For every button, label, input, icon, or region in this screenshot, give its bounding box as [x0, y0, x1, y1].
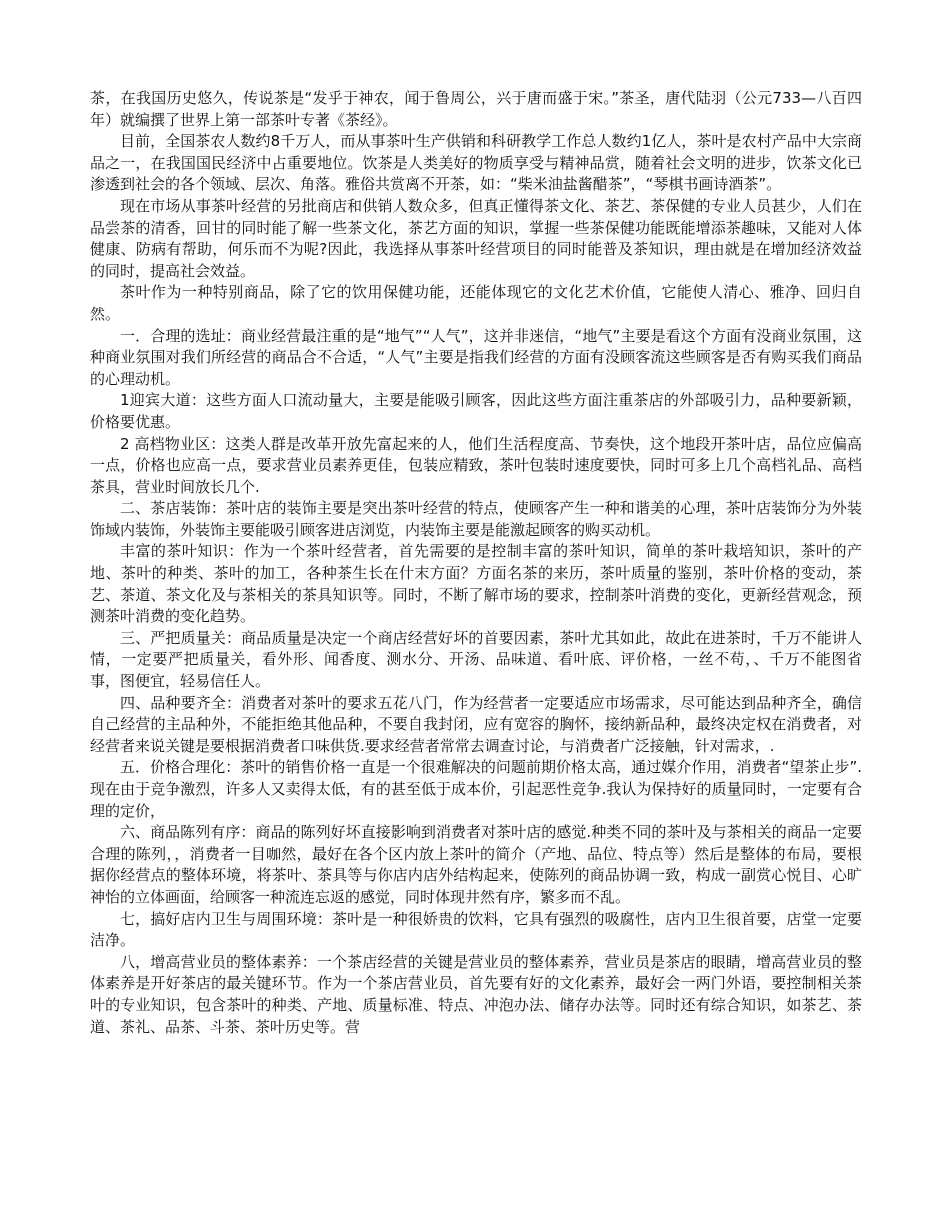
paragraph-premium-area: 2 高档物业区：这类人群是改革开放先富起来的人，他们生活程度高、节奏快，这个地段开茶叶店，品位应偏高一点，价格也应高一点，要求营业员素养更佳，包装应精致，茶叶包装时速度要快，同时可多上几个高档礼品、高档茶具，营业时间放长几个. — [90, 434, 862, 496]
paragraph-quality-control: 三、严把质量关：商品质量是决定一个商店经营好坏的首要因素，茶叶尤其如此，故此在进茶时，千万不能讲人情，一定要严把质量关，看外形、闻香度、测水分、开汤、品味道、看叶底、评价格，一丝不苟，、千万不能图省事，图便宜，轻易信任人。 — [90, 628, 862, 691]
paragraph-display: 六、商品陈列有序：商品的陈列好坏直接影响到消费者对茶叶店的感觉.种类不同的茶叶及与茶相关的商品一定要合理的陈列，，消费者一目咖然，最好在各个区内放上茶叶的简介（产地、品位、特点等）然后是整体的布局，要根据你经营点的整体环境，将茶叶、茶具等与你店内店外结构起来，使陈列的商品协调一致，构成一副赏心悦目、心旷神怡的立体画面，给顾客一种流连忘返的感觉，同时体现井然有序，繁多而不乱。 — [90, 823, 862, 906]
paragraph-intro: 茶，在我国历史悠久，传说茶是“发乎于神农，闻于鲁周公，兴于唐而盛于宋。”茶圣，唐代陆羽（公元733—八百四年）就编撰了世界上第一部茶叶专著《茶经》。 — [90, 89, 862, 129]
paragraph-shop-decoration: 二、茶店装饰：茶叶店的装饰主要是突出茶叶经营的特点，使顾客产生一种和谐美的心理，茶叶店装饰分为外装饰域内装饰，外装饰主要能吸引顾客进店浏览，内装饰主要是能激起顾客的购买动机。 — [90, 499, 862, 539]
paragraph-hygiene: 七，搞好店内卫生与周围环境：茶叶是一种很娇贵的饮料，它具有强烈的吸腐性，店内卫生很首要，店堂一定要洁净。 — [90, 909, 862, 950]
paragraph-market-situation: 现在市场从事茶叶经营的另批商店和供销人数众多，但真正懂得茶文化、茶艺、茶保健的专业人员甚少，人们在品尝茶的清香，回甘的同时能了解一些茶文化，茶艺方面的知识，掌握一些茶保健功能既能增添茶趣味，又能对人体健康、防病有帮助，何乐而不为呢?因此，我选择从事茶叶经营项目的同时能普及茶知识，理由就是在增加经济效益的同时，提高社会效益。 — [90, 196, 862, 280]
paragraph-tea-knowledge: 丰富的茶叶知识：作为一个茶叶经营者，首先需要的是控制丰富的茶叶知识，简单的茶叶栽培知识，茶叶的产地、茶叶的种类、茶叶的加工，各种茶生长在什末方面？方面名茶的来历，茶叶质量的鉴别，茶叶价格的变动，茶艺、茶道、茶文化及与茶相关的茶具知识等。同时，不断了解市场的要求，控制茶叶消费的变化，更新经营观念，预测茶叶消费的变化趋势。 — [90, 542, 862, 626]
paragraph-pricing: 五．价格合理化：茶叶的销售价格一直是一个很难解决的问题前期价格太高，通过媒介作用，消费者“望茶止步”.现在由于竞争激烈，许多人又卖得太低，有的甚至低于成本价，引起恶性竞争.我认为保持好的质量同时，一定要有合理的定价， — [90, 758, 862, 820]
paragraph-product-variety: 四、品种要齐全：消费者对茶叶的要求五花八门，作为经营者一定要适应市场需求，尽可能达到品种齐全，确信自己经营的主品种外，不能拒绝其他品种，不要自我封闭，应有宽容的胸怀，接纳新品种，最终决定权在消费者，对经营者来说关键是要根据消费者口味供货.要求经营者常常去调查讨论，与消费者广泛接触，针对需求，. — [90, 693, 862, 755]
paragraph-main-road: 1迎宾大道：这些方面人口流动量大，主要是能吸引顾客，因此这些方面注重茶店的外部吸引力，品种要新颖，价格要优惠。 — [90, 391, 862, 431]
paragraph-staff-quality: 八，增高营业员的整体素养：一个茶店经营的关键是营业员的整体素养，营业员是茶店的眼睛，增高营业员的整体素养是开好茶店的最关键环节。作为一个茶店营业员，首先要有好的文化素养，最好会一两门外语，要控制相关茶叶的专业知识，包含茶叶的种类、产地、质量标准、特点、冲泡办法、储存办法等。同时还有综合知识，如茶艺、茶道、茶礼、品茶、斗茶、茶叶历史等。营 — [90, 952, 862, 1036]
paragraph-site-selection: 一．合理的选址：商业经营最注重的是“地气”“人气”，这并非迷信，“地气”主要是看这个方面有没商业氛围，这种商业氛围对我们所经营的商品合不合适，“人气”主要是指我们经营的方面有没顾客流这些顾客是否有购买我们商品的心理动机。 — [90, 326, 862, 388]
paragraph-tea-value: 茶叶作为一种特别商品，除了它的饮用保健功能，还能体现它的文化艺术价值，它能使人清心、雅净、回归自然。 — [90, 283, 862, 323]
paragraph-industry-status: 目前，全国茶农人数约8千万人，而从事茶叶生产供销和科研教学工作总人数约1亿人，茶叶是农村产品中大宗商品之一，在我国国民经济中占重要地位。饮茶是人类美好的物质享受与精神品赏，随着社会文明的进步，饮茶文化已渗透到社会的各个领域、层次、角落。雅俗共赏离不开茶，如：“柴米油盐酱醋茶”，“琴棋书画诗酒茶”。 — [90, 132, 862, 194]
